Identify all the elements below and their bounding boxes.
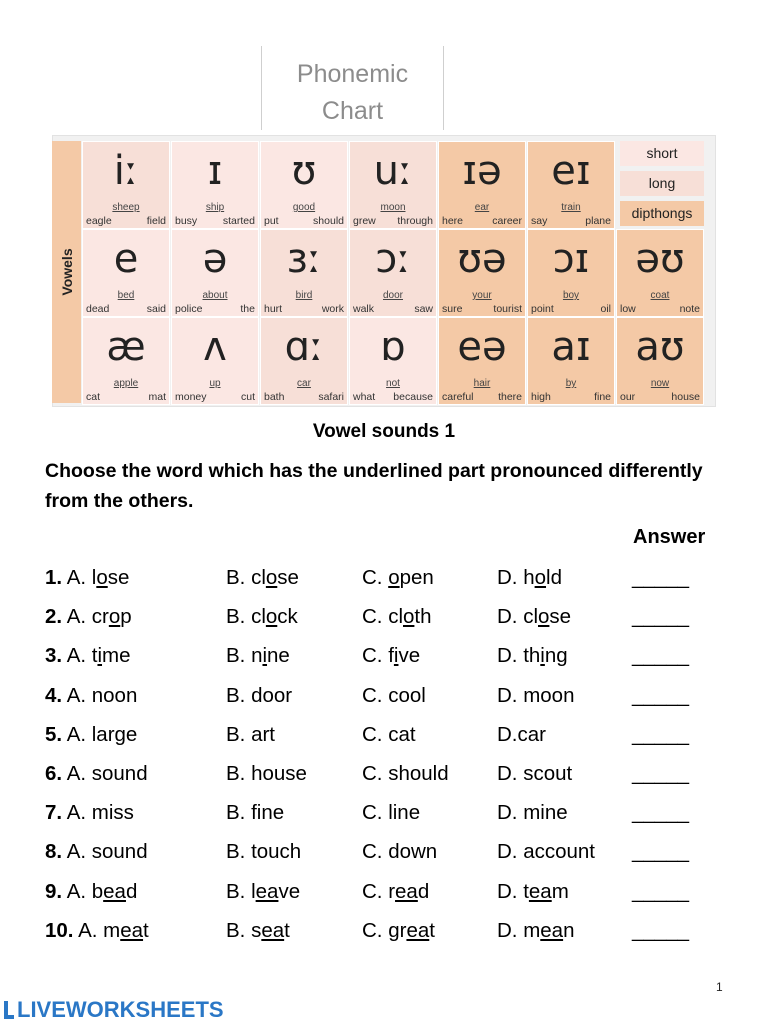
- phoneme-cell: [527, 317, 615, 405]
- option-text-end: ve: [278, 879, 301, 903]
- example-word: our: [620, 391, 636, 403]
- option-text-end: ve: [398, 644, 421, 668]
- option-text-end: se: [277, 566, 299, 589]
- option-text: D. t: [497, 879, 529, 903]
- underlined-part: i: [262, 644, 268, 668]
- option-text: D.car: [497, 722, 546, 746]
- example-word: note: [679, 303, 700, 315]
- option-text: C. f: [362, 644, 394, 668]
- phoneme-examples: [86, 391, 166, 403]
- option-text-end: ne: [267, 644, 290, 668]
- example-word: low: [620, 303, 636, 315]
- phoneme-keyword: car: [297, 378, 311, 389]
- option-d: [497, 880, 569, 904]
- example-word: cut: [240, 391, 255, 403]
- phoneme-keyword: now: [650, 378, 670, 389]
- phoneme-cell: [171, 317, 259, 405]
- phoneme-cell: [171, 141, 259, 229]
- option-a: [45, 801, 134, 825]
- example-word: careful: [442, 391, 474, 403]
- phoneme-keyword: boy: [562, 290, 580, 301]
- phoneme-symbol: aʊ: [635, 324, 685, 370]
- example-word: bath: [264, 391, 285, 403]
- phoneme-cell: [349, 317, 437, 405]
- question-row: [0, 840, 768, 870]
- question-row: [0, 566, 768, 596]
- option-b: [226, 566, 299, 590]
- question-row: [0, 723, 768, 753]
- phoneme-examples: [442, 391, 522, 403]
- phoneme-examples: [86, 303, 166, 315]
- example-word: there: [498, 391, 522, 403]
- answer-blank[interactable]: _____: [632, 762, 690, 785]
- question-number: 2.: [45, 605, 63, 629]
- question-row: [0, 644, 768, 674]
- option-d: [497, 605, 571, 629]
- answer-header: Answer: [633, 526, 706, 548]
- answer-blank[interactable]: _____: [632, 644, 690, 668]
- underlined-part: ea: [255, 879, 279, 903]
- option-text: B. door: [226, 683, 293, 707]
- option-text-end: th: [414, 605, 432, 629]
- option-d: [497, 919, 575, 943]
- underlined-part: o: [108, 605, 121, 629]
- option-d: [497, 840, 595, 864]
- phoneme-keyword: good: [292, 202, 316, 213]
- option-text: B. touch: [226, 840, 302, 864]
- question-number: 1.: [45, 566, 63, 589]
- option-a: [45, 605, 132, 629]
- option-b: [226, 644, 290, 668]
- example-word: said: [146, 303, 166, 315]
- option-text: B. house: [226, 762, 307, 785]
- example-word: through: [397, 215, 433, 227]
- option-text: A. t: [66, 644, 98, 668]
- underlined-part: o: [96, 566, 108, 589]
- option-d: [497, 723, 546, 747]
- underlined-part: o: [534, 566, 547, 589]
- option-text-end: ck: [277, 605, 298, 629]
- option-b: [226, 880, 300, 904]
- underlined-part: o: [388, 566, 400, 589]
- option-text: C. cat: [362, 722, 416, 746]
- option-text-end: n: [563, 918, 575, 942]
- example-word: grew: [353, 215, 376, 227]
- option-text-end: m: [551, 879, 569, 903]
- option-text-end: p: [120, 605, 132, 629]
- example-word: high: [531, 391, 551, 403]
- example-word: the: [240, 303, 255, 315]
- option-text: C. line: [362, 801, 421, 825]
- option-a: [45, 644, 131, 668]
- example-word: started: [222, 215, 255, 227]
- phoneme-keyword: coat: [650, 290, 670, 301]
- option-c: [362, 684, 426, 708]
- phoneme-cell: [438, 317, 526, 405]
- phoneme-symbol: æ: [106, 324, 146, 370]
- phoneme-symbol: ʊə: [457, 236, 507, 282]
- option-text-end: d: [417, 879, 430, 903]
- option-text: C. should: [362, 762, 449, 785]
- phoneme-examples: [353, 215, 433, 227]
- option-b: [226, 684, 292, 708]
- underlined-part: i: [393, 644, 399, 668]
- option-text: B. cl: [226, 605, 266, 629]
- phoneme-symbol: əʊ: [635, 236, 685, 282]
- option-a: [45, 684, 137, 708]
- answer-blank[interactable]: _____: [632, 683, 690, 707]
- phoneme-examples: [531, 215, 611, 227]
- option-c: [362, 605, 432, 629]
- example-word: what: [353, 391, 376, 403]
- answer-blank[interactable]: _____: [632, 605, 690, 629]
- underlined-part: ea: [395, 879, 418, 903]
- option-text: A. m: [78, 918, 121, 942]
- answer-blank[interactable]: _____: [632, 918, 690, 942]
- question-number: 8.: [45, 840, 63, 864]
- underlined-part: ea: [261, 918, 285, 942]
- phoneme-cell: [260, 141, 348, 229]
- option-text: D. moon: [497, 683, 575, 707]
- phoneme-cell: [82, 317, 170, 405]
- page-number: 1: [716, 980, 723, 994]
- worksheet-title: Vowel sounds 1: [312, 421, 456, 442]
- example-word: tourist: [493, 303, 522, 315]
- phoneme-cell: [349, 141, 437, 229]
- question-number: 3.: [45, 644, 63, 668]
- chart-title-line1: Phonemic: [296, 60, 409, 88]
- question-row: [0, 801, 768, 831]
- legend-long: long: [620, 171, 704, 196]
- option-d: [497, 684, 574, 708]
- example-word: career: [492, 215, 522, 227]
- phoneme-symbol: ʊ: [291, 148, 317, 194]
- option-d: [497, 644, 568, 668]
- question-row: [0, 919, 768, 949]
- phoneme-keyword: ship: [205, 202, 225, 213]
- option-text: A. sound: [66, 840, 148, 864]
- logo-text: LIVEWORKSHEETS: [17, 997, 224, 1022]
- example-word: fine: [594, 391, 611, 403]
- question-row: [0, 684, 768, 714]
- option-text: C. cool: [362, 683, 426, 707]
- phoneme-keyword: about: [202, 290, 228, 301]
- phoneme-cell: [260, 317, 348, 405]
- option-c: [362, 762, 449, 786]
- phoneme-keyword: by: [565, 378, 577, 389]
- option-text-end: t: [284, 918, 290, 942]
- phoneme-symbol: ɒ: [380, 324, 406, 370]
- question-number: 4.: [45, 683, 63, 707]
- phoneme-keyword: hair: [473, 378, 491, 389]
- example-word: mat: [148, 391, 166, 403]
- answer-blank[interactable]: _____: [632, 722, 690, 746]
- option-a: [45, 840, 148, 864]
- option-c: [362, 840, 437, 864]
- option-text: A. noon: [66, 683, 138, 707]
- phoneme-cell: [82, 229, 170, 317]
- underlined-part: o: [538, 605, 550, 629]
- example-word: field: [146, 215, 166, 227]
- example-word: point: [531, 303, 554, 315]
- phoneme-symbol: ɪə: [462, 148, 502, 194]
- phoneme-examples: [86, 215, 166, 227]
- option-b: [226, 919, 290, 943]
- chart-title-line2: Chart: [321, 97, 384, 125]
- example-word: should: [313, 215, 344, 227]
- phoneme-examples: [353, 391, 433, 403]
- option-text: B. fine: [226, 801, 285, 825]
- option-c: [362, 566, 434, 590]
- option-text: A. b: [66, 879, 104, 903]
- option-text: D. mine: [497, 801, 568, 825]
- option-text: A. large: [66, 722, 138, 746]
- phoneme-keyword: your: [472, 290, 492, 301]
- phoneme-examples: [264, 215, 344, 227]
- question-row: [0, 880, 768, 910]
- phoneme-examples: [442, 215, 522, 227]
- underlined-part: i: [540, 644, 545, 668]
- phoneme-keyword: bird: [295, 290, 313, 301]
- answer-blank[interactable]: _____: [632, 879, 690, 903]
- phoneme-cell: [616, 317, 704, 405]
- phoneme-examples: [620, 303, 700, 315]
- option-b: [226, 723, 275, 747]
- phoneme-cell: [438, 229, 526, 317]
- example-word: plane: [585, 215, 611, 227]
- phoneme-cell: [527, 141, 615, 229]
- phoneme-cell: [616, 229, 704, 317]
- option-a: [45, 566, 129, 590]
- example-word: say: [531, 215, 548, 227]
- phoneme-examples: [264, 391, 344, 403]
- phoneme-symbol: ɔː: [375, 236, 411, 282]
- phoneme-symbol: uː: [373, 148, 413, 194]
- option-text: D. m: [497, 918, 541, 942]
- option-text-end: t: [143, 918, 149, 942]
- option-a: [45, 919, 149, 943]
- option-text: D. cl: [497, 605, 538, 629]
- option-text: D. th: [497, 644, 541, 668]
- option-text-end: me: [102, 644, 131, 668]
- option-b: [226, 840, 301, 864]
- example-word: dead: [86, 303, 110, 315]
- option-text: A. miss: [66, 801, 134, 825]
- option-text: D. h: [497, 566, 535, 589]
- phoneme-examples: [353, 303, 433, 315]
- example-word: busy: [175, 215, 198, 227]
- option-text: C.: [362, 566, 389, 589]
- instructions: Choose the word which has the underlined part pronounced differently from the others.: [45, 460, 703, 512]
- option-text: B. s: [226, 918, 262, 942]
- phoneme-examples: [531, 303, 611, 315]
- question-number: 6.: [45, 762, 63, 785]
- liveworksheets-logo: [4, 997, 224, 1023]
- example-word: hurt: [264, 303, 283, 315]
- underlined-part: o: [265, 566, 278, 589]
- underlined-part: o: [403, 605, 415, 629]
- option-text: C. down: [362, 840, 438, 864]
- underlined-part: o: [265, 605, 278, 629]
- phoneme-examples: [264, 303, 344, 315]
- example-word: work: [321, 303, 344, 315]
- phoneme-examples: [442, 303, 522, 315]
- vowels-label-text: Vowels: [58, 248, 75, 296]
- option-b: [226, 605, 298, 629]
- option-text-end: t: [429, 918, 435, 942]
- phoneme-symbol: ɑː: [284, 324, 324, 370]
- option-a: [45, 723, 137, 747]
- phoneme-symbol: ɪ: [207, 148, 223, 194]
- example-word: house: [671, 391, 700, 403]
- option-a: [45, 880, 137, 904]
- example-word: because: [393, 391, 433, 403]
- option-b: [226, 801, 284, 825]
- example-word: saw: [414, 303, 433, 315]
- phoneme-symbol: ɔɪ: [552, 236, 590, 282]
- phoneme-keyword: moon: [380, 202, 406, 213]
- option-text-end: ld: [546, 566, 562, 589]
- phoneme-examples: [531, 391, 611, 403]
- question-number: 7.: [45, 801, 63, 825]
- phoneme-cell: [438, 141, 526, 229]
- option-text: B. n: [226, 644, 263, 668]
- option-text-end: ng: [544, 644, 568, 668]
- underlined-part: ea: [406, 918, 430, 942]
- answer-blank[interactable]: _____: [632, 840, 690, 864]
- logo-mark-icon: [4, 1001, 14, 1019]
- legend-dipthongs: dipthongs: [620, 201, 704, 226]
- option-d: [497, 566, 562, 590]
- option-text-end: se: [107, 566, 130, 589]
- option-text: A. cr: [66, 605, 109, 629]
- phoneme-symbol: iː: [113, 148, 139, 194]
- vowels-side-label: [52, 141, 81, 403]
- example-word: oil: [600, 303, 611, 315]
- phoneme-symbol: ə: [202, 236, 228, 282]
- legend-short: short: [620, 141, 704, 166]
- option-text: A. l: [66, 566, 97, 589]
- option-c: [362, 723, 416, 747]
- underlined-part: ea: [540, 918, 564, 942]
- example-word: money: [175, 391, 207, 403]
- example-word: here: [442, 215, 464, 227]
- option-d: [497, 801, 568, 825]
- phoneme-keyword: not: [386, 378, 400, 389]
- phoneme-symbol: eə: [457, 324, 507, 370]
- phoneme-keyword: ear: [474, 202, 490, 213]
- phoneme-keyword: bed: [117, 290, 135, 301]
- option-text: B. art: [226, 722, 275, 746]
- example-word: sure: [442, 303, 463, 315]
- phoneme-keyword: sheep: [112, 202, 140, 213]
- option-c: [362, 880, 429, 904]
- option-d: [497, 762, 572, 786]
- phoneme-keyword: up: [209, 378, 221, 389]
- option-text: D. scout: [497, 762, 573, 785]
- underlined-part: ea: [120, 918, 144, 942]
- option-c: [362, 644, 420, 668]
- phoneme-examples: [175, 391, 255, 403]
- question-number: 5.: [45, 722, 63, 746]
- phoneme-keyword: apple: [113, 378, 139, 389]
- question-row: [0, 762, 768, 792]
- phoneme-examples: [620, 391, 700, 403]
- phoneme-cell: [349, 229, 437, 317]
- phoneme-cell: [171, 229, 259, 317]
- example-word: safari: [318, 391, 344, 403]
- phoneme-symbol: ɜː: [286, 236, 322, 282]
- question-row: [0, 605, 768, 635]
- answer-blank[interactable]: _____: [632, 801, 690, 825]
- option-text: C. cl: [362, 605, 403, 629]
- option-text: B. l: [226, 879, 256, 903]
- option-text: B. cl: [226, 566, 266, 589]
- phoneme-keyword: train: [561, 202, 581, 213]
- chart-title: [261, 46, 444, 130]
- phoneme-cell: [527, 229, 615, 317]
- underlined-part: ea: [528, 879, 552, 903]
- option-c: [362, 801, 420, 825]
- underlined-part: ea: [103, 879, 126, 903]
- option-text: C. gr: [362, 918, 407, 942]
- phoneme-symbol: ʌ: [203, 324, 227, 370]
- answer-blank[interactable]: _____: [632, 566, 690, 589]
- question-number: 9.: [45, 879, 63, 903]
- question-number: 10.: [45, 918, 74, 942]
- option-text-end: pen: [399, 566, 434, 589]
- example-word: police: [175, 303, 203, 315]
- underlined-part: i: [97, 644, 103, 668]
- phoneme-examples: [175, 303, 255, 315]
- phoneme-examples: [175, 215, 255, 227]
- phoneme-keyword: door: [382, 290, 403, 301]
- phoneme-cell: [260, 229, 348, 317]
- example-word: eagle: [86, 215, 112, 227]
- option-a: [45, 762, 148, 786]
- phoneme-cell: [82, 141, 170, 229]
- option-c: [362, 919, 435, 943]
- example-word: walk: [353, 303, 375, 315]
- option-text: D. account: [497, 840, 595, 864]
- option-text-end: se: [549, 605, 572, 629]
- option-text-end: d: [125, 879, 138, 903]
- phoneme-symbol: aɪ: [551, 324, 591, 370]
- phoneme-symbol: e: [113, 236, 139, 282]
- option-b: [226, 762, 307, 786]
- example-word: cat: [86, 391, 101, 403]
- example-word: put: [264, 215, 279, 227]
- phoneme-symbol: eɪ: [551, 148, 591, 194]
- option-text: A. sound: [66, 762, 148, 785]
- option-text: C. r: [362, 879, 396, 903]
